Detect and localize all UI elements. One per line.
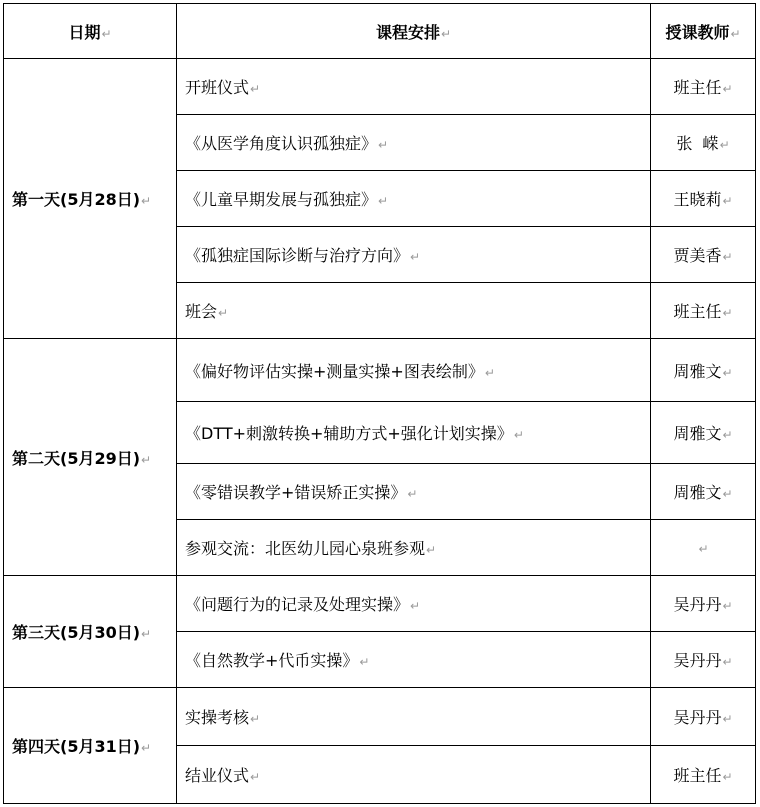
table-row	[4, 576, 756, 632]
header-teacher: 授课教师↵	[651, 4, 756, 59]
course-cell: 《自然教学+代币实操》↵	[177, 632, 651, 688]
course-cell: 《零错误教学+错误矫正实操》↵	[177, 464, 651, 520]
course-cell: 《从医学角度认识孤独症》↵	[177, 115, 651, 171]
teacher-cell: 班主任↵	[651, 59, 756, 115]
course-cell: 开班仪式↵	[177, 59, 651, 115]
table-row	[4, 59, 756, 115]
course-cell: 《问题行为的记录及处理实操》↵	[177, 576, 651, 632]
course-cell: 《DTT+刺激转换+辅助方式+强化计划实操》↵	[177, 402, 651, 464]
course-cell: 《偏好物评估实操+测量实操+图表绘制》↵	[177, 339, 651, 402]
teacher-cell: 贾美香↵	[651, 227, 756, 283]
header-row	[4, 4, 756, 59]
course-cell: 参观交流：北医幼儿园心泉班参观↵	[177, 520, 651, 576]
day-4-date: 第四天(5月31日)↵	[4, 688, 177, 804]
teacher-cell: 吴丹丹↵	[651, 576, 756, 632]
course-cell: 实操考核↵	[177, 688, 651, 746]
header-course: 课程安排↵	[177, 4, 651, 59]
teacher-cell: 周雅文↵	[651, 464, 756, 520]
day-2-date: 第二天(5月29日)↵	[4, 339, 177, 576]
teacher-cell: 张 嵘↵	[651, 115, 756, 171]
teacher-cell: 吴丹丹↵	[651, 688, 756, 746]
table-row	[4, 688, 756, 746]
course-cell: 《儿童早期发展与孤独症》↵	[177, 171, 651, 227]
teacher-cell: 周雅文↵	[651, 339, 756, 402]
course-cell: 结业仪式↵	[177, 746, 651, 804]
teacher-cell: 吴丹丹↵	[651, 632, 756, 688]
schedule-table	[3, 3, 756, 804]
day-1-date: 第一天(5月28日)↵	[4, 59, 177, 339]
course-cell: 《孤独症国际诊断与治疗方向》↵	[177, 227, 651, 283]
table-row	[4, 339, 756, 402]
header-date: 日期↵	[4, 4, 177, 59]
course-cell: 班会↵	[177, 283, 651, 339]
teacher-cell: 班主任↵	[651, 283, 756, 339]
teacher-cell: 班主任↵	[651, 746, 756, 804]
teacher-cell: 周雅文↵	[651, 402, 756, 464]
day-3-date: 第三天(5月30日)↵	[4, 576, 177, 688]
teacher-cell: 王晓莉↵	[651, 171, 756, 227]
teacher-cell: ↵	[651, 520, 756, 576]
